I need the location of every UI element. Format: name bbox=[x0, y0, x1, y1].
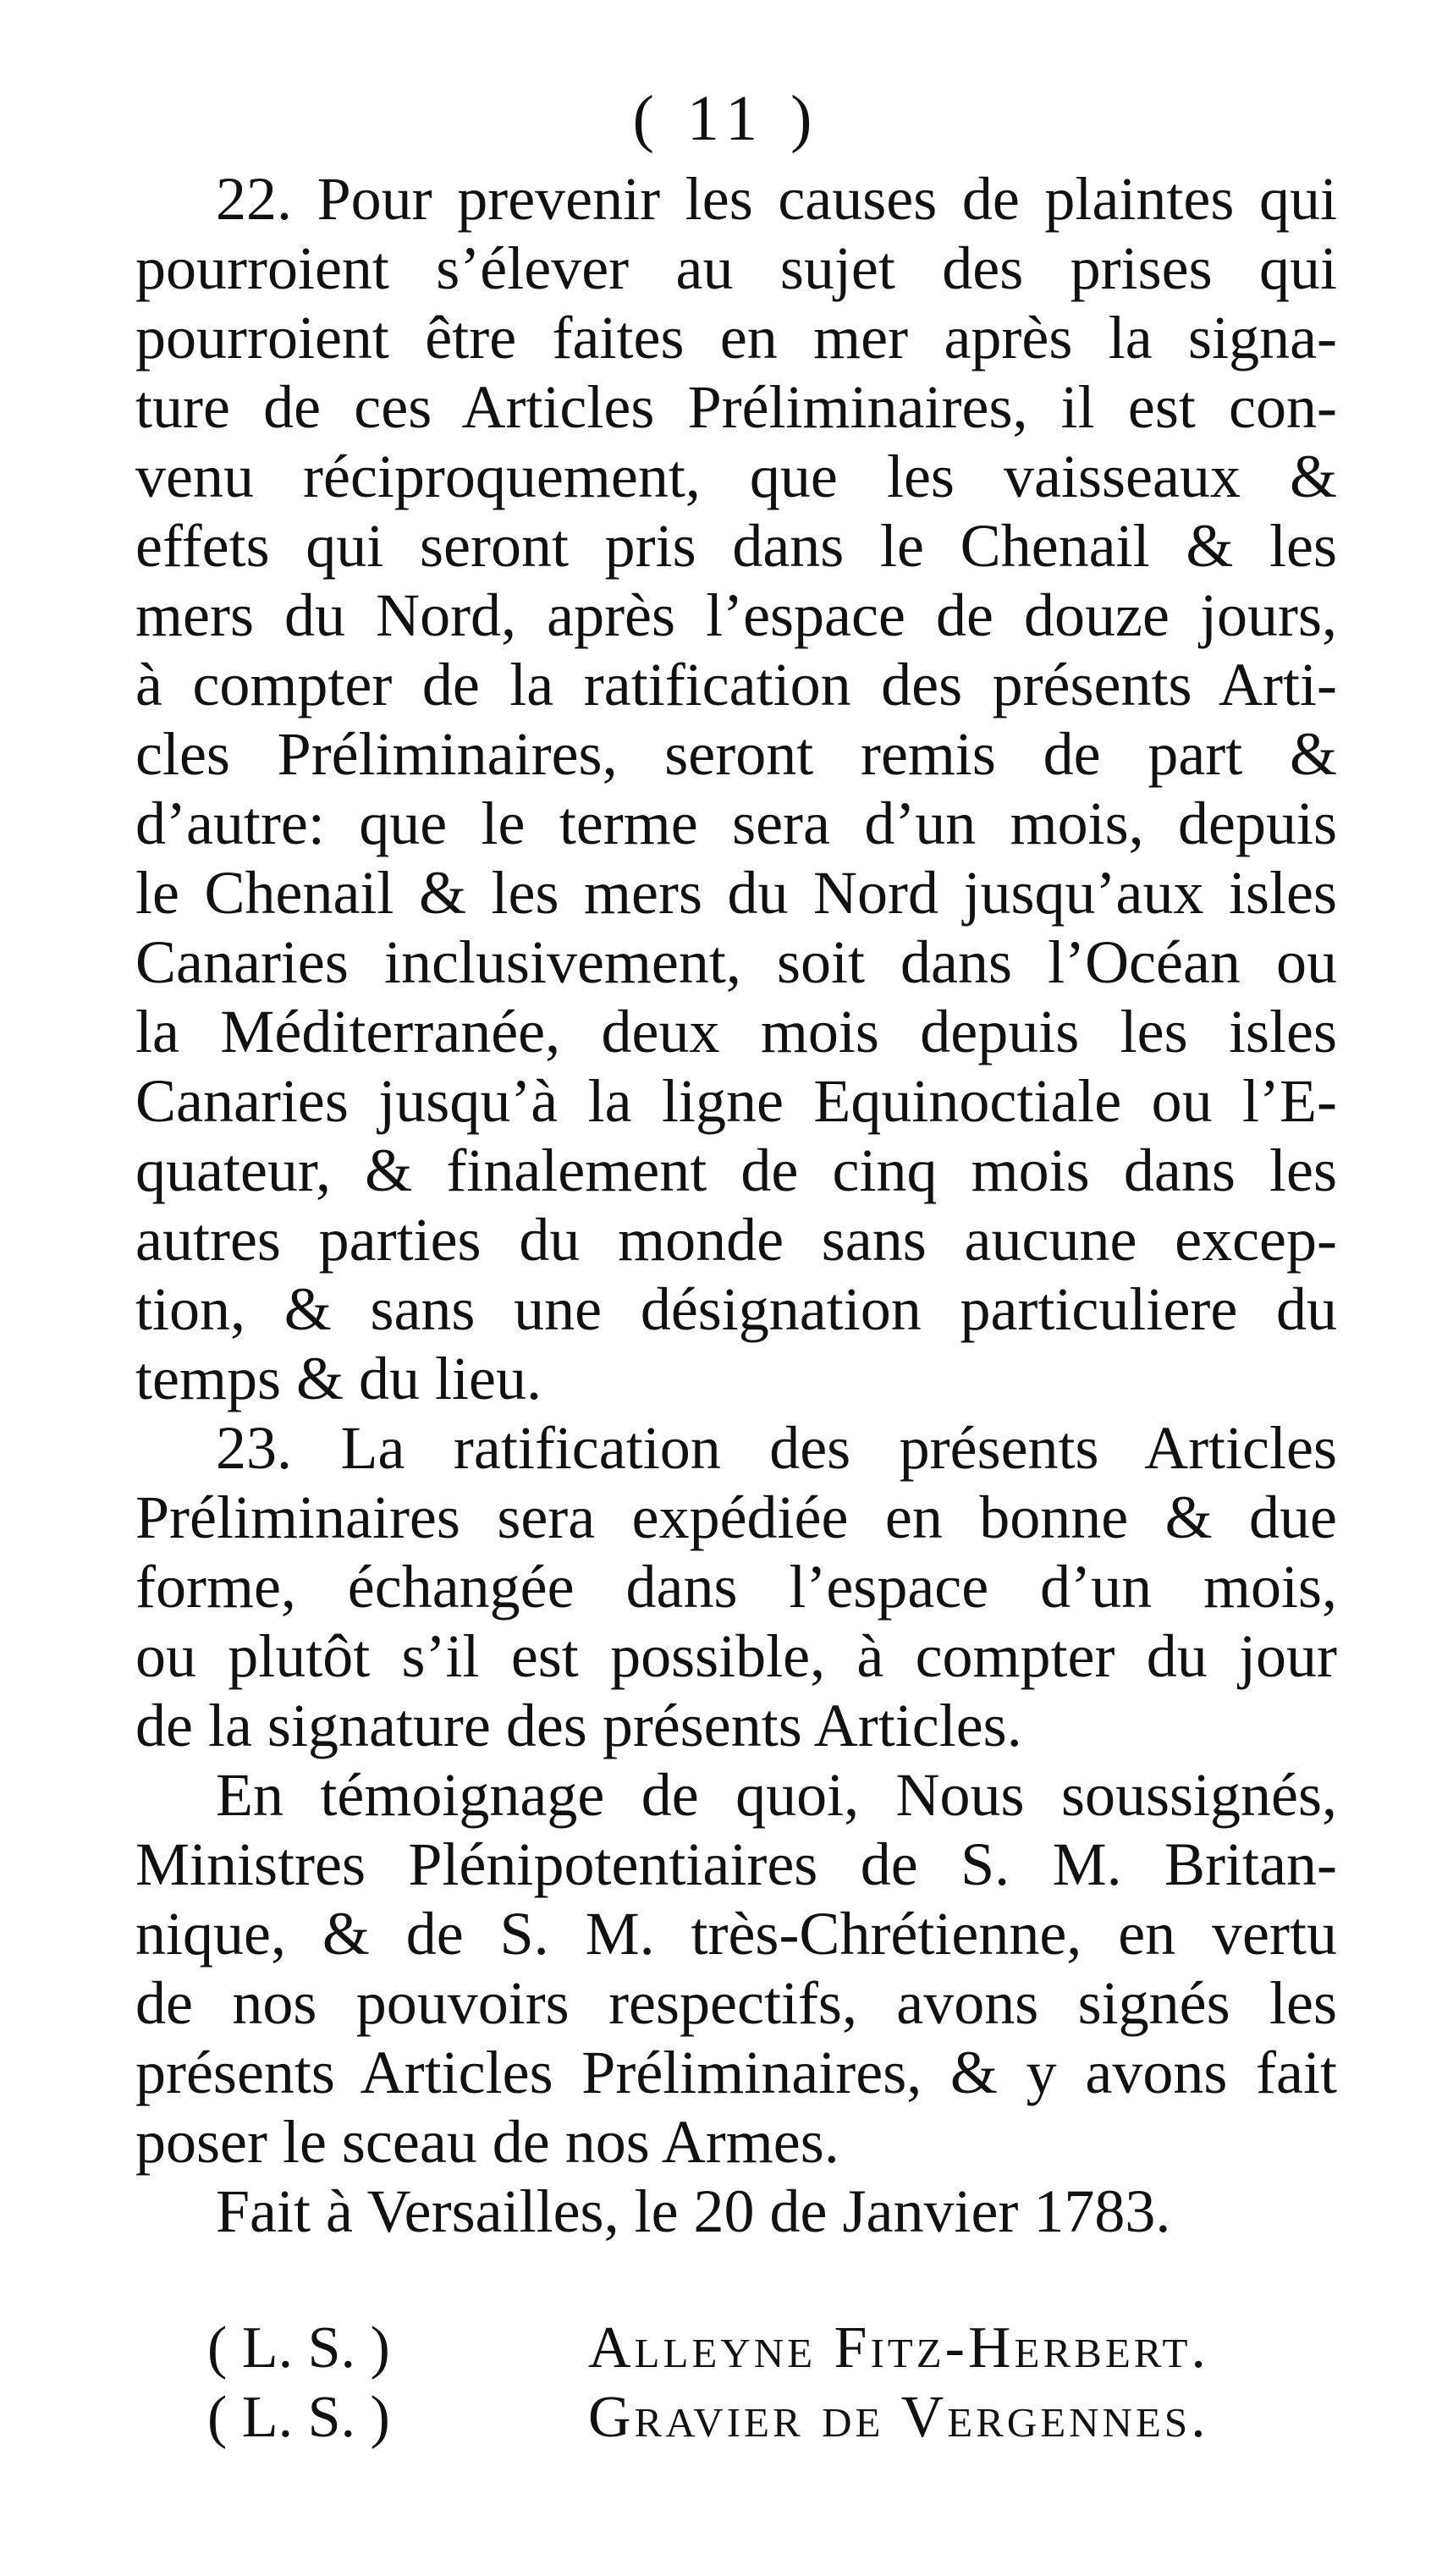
text-line: En témoignage de quoi, Nous soussignés, bbox=[216, 1761, 1337, 1829]
text-line: forme, échangée dans l’espace d’un mois, bbox=[135, 1553, 1337, 1621]
text-line: de la signature des présents Articles. bbox=[135, 1692, 1022, 1759]
page-number: ( 11 ) bbox=[632, 83, 821, 154]
seal-mark: ( L. S. ) bbox=[207, 2385, 390, 2450]
text-line: temps & du lieu. bbox=[135, 1345, 542, 1412]
signatory-name: Gravier de Vergennes. bbox=[588, 2385, 1209, 2450]
text-line: Canaries inclusivement, soit dans l’Océan ou bbox=[135, 928, 1337, 996]
text-line: cles Préliminaires, seront remis de part & bbox=[135, 720, 1337, 788]
text-line: d’autre: que le terme sera d’un mois, depuis bbox=[135, 790, 1337, 857]
text-line: effets qui seront pris dans le Chenail & les bbox=[135, 512, 1337, 580]
text-line: 22. Pour prevenir les causes de plaintes qui bbox=[216, 165, 1337, 233]
signatory-name: Alleyne Fitz-Herbert. bbox=[588, 2315, 1209, 2381]
seal-mark: ( L. S. ) bbox=[207, 2315, 390, 2381]
text-line: mers du Nord, après l’espace de douze jours, bbox=[135, 581, 1337, 649]
text-line: 23. La ratification des présents Articles bbox=[216, 1414, 1337, 1482]
text-line: ture de ces Articles Préliminaires, il est con- bbox=[135, 373, 1337, 441]
text-line: tion, & sans une désignation particuliere du bbox=[135, 1275, 1337, 1343]
text-line: de nos pouvoirs respectifs, avons signés les bbox=[135, 1969, 1337, 2037]
text-line: autres parties du monde sans aucune excep- bbox=[135, 1206, 1337, 1274]
text-line: poser le sceau de nos Armes. bbox=[135, 2108, 839, 2176]
text-line: quateur, & finalement de cinq mois dans les bbox=[135, 1137, 1337, 1204]
text-line: pourroient s’élever au sujet des prises qui bbox=[135, 234, 1337, 302]
text-line: Canaries jusqu’à la ligne Equinoctiale ou l’E- bbox=[135, 1067, 1337, 1135]
text-line: pourroient être faites en mer après la signa- bbox=[135, 304, 1337, 372]
text-line: venu réciproquement, que les vaisseaux & bbox=[135, 443, 1337, 510]
text-line: Préliminaires sera expédiée en bonne & due bbox=[135, 1483, 1337, 1551]
text-line: présents Articles Préliminaires, & y avons fait bbox=[135, 2039, 1337, 2106]
text-line: la Méditerranée, deux mois depuis les isles bbox=[135, 998, 1337, 1065]
text-line: Ministres Plénipotentiaires de S. M. Britan- bbox=[135, 1830, 1337, 1898]
text-line: nique, & de S. M. très-Chrétienne, en vertu bbox=[135, 1900, 1337, 1968]
text-line: ou plutôt s’il est possible, à compter du jour bbox=[135, 1622, 1337, 1690]
text-line: le Chenail & les mers du Nord jusqu’aux isles bbox=[135, 859, 1337, 927]
text-line: à compter de la ratification des présents Arti- bbox=[135, 651, 1337, 718]
dateline: Fait à Versailles, le 20 de Janvier 1783. bbox=[216, 2177, 1171, 2245]
